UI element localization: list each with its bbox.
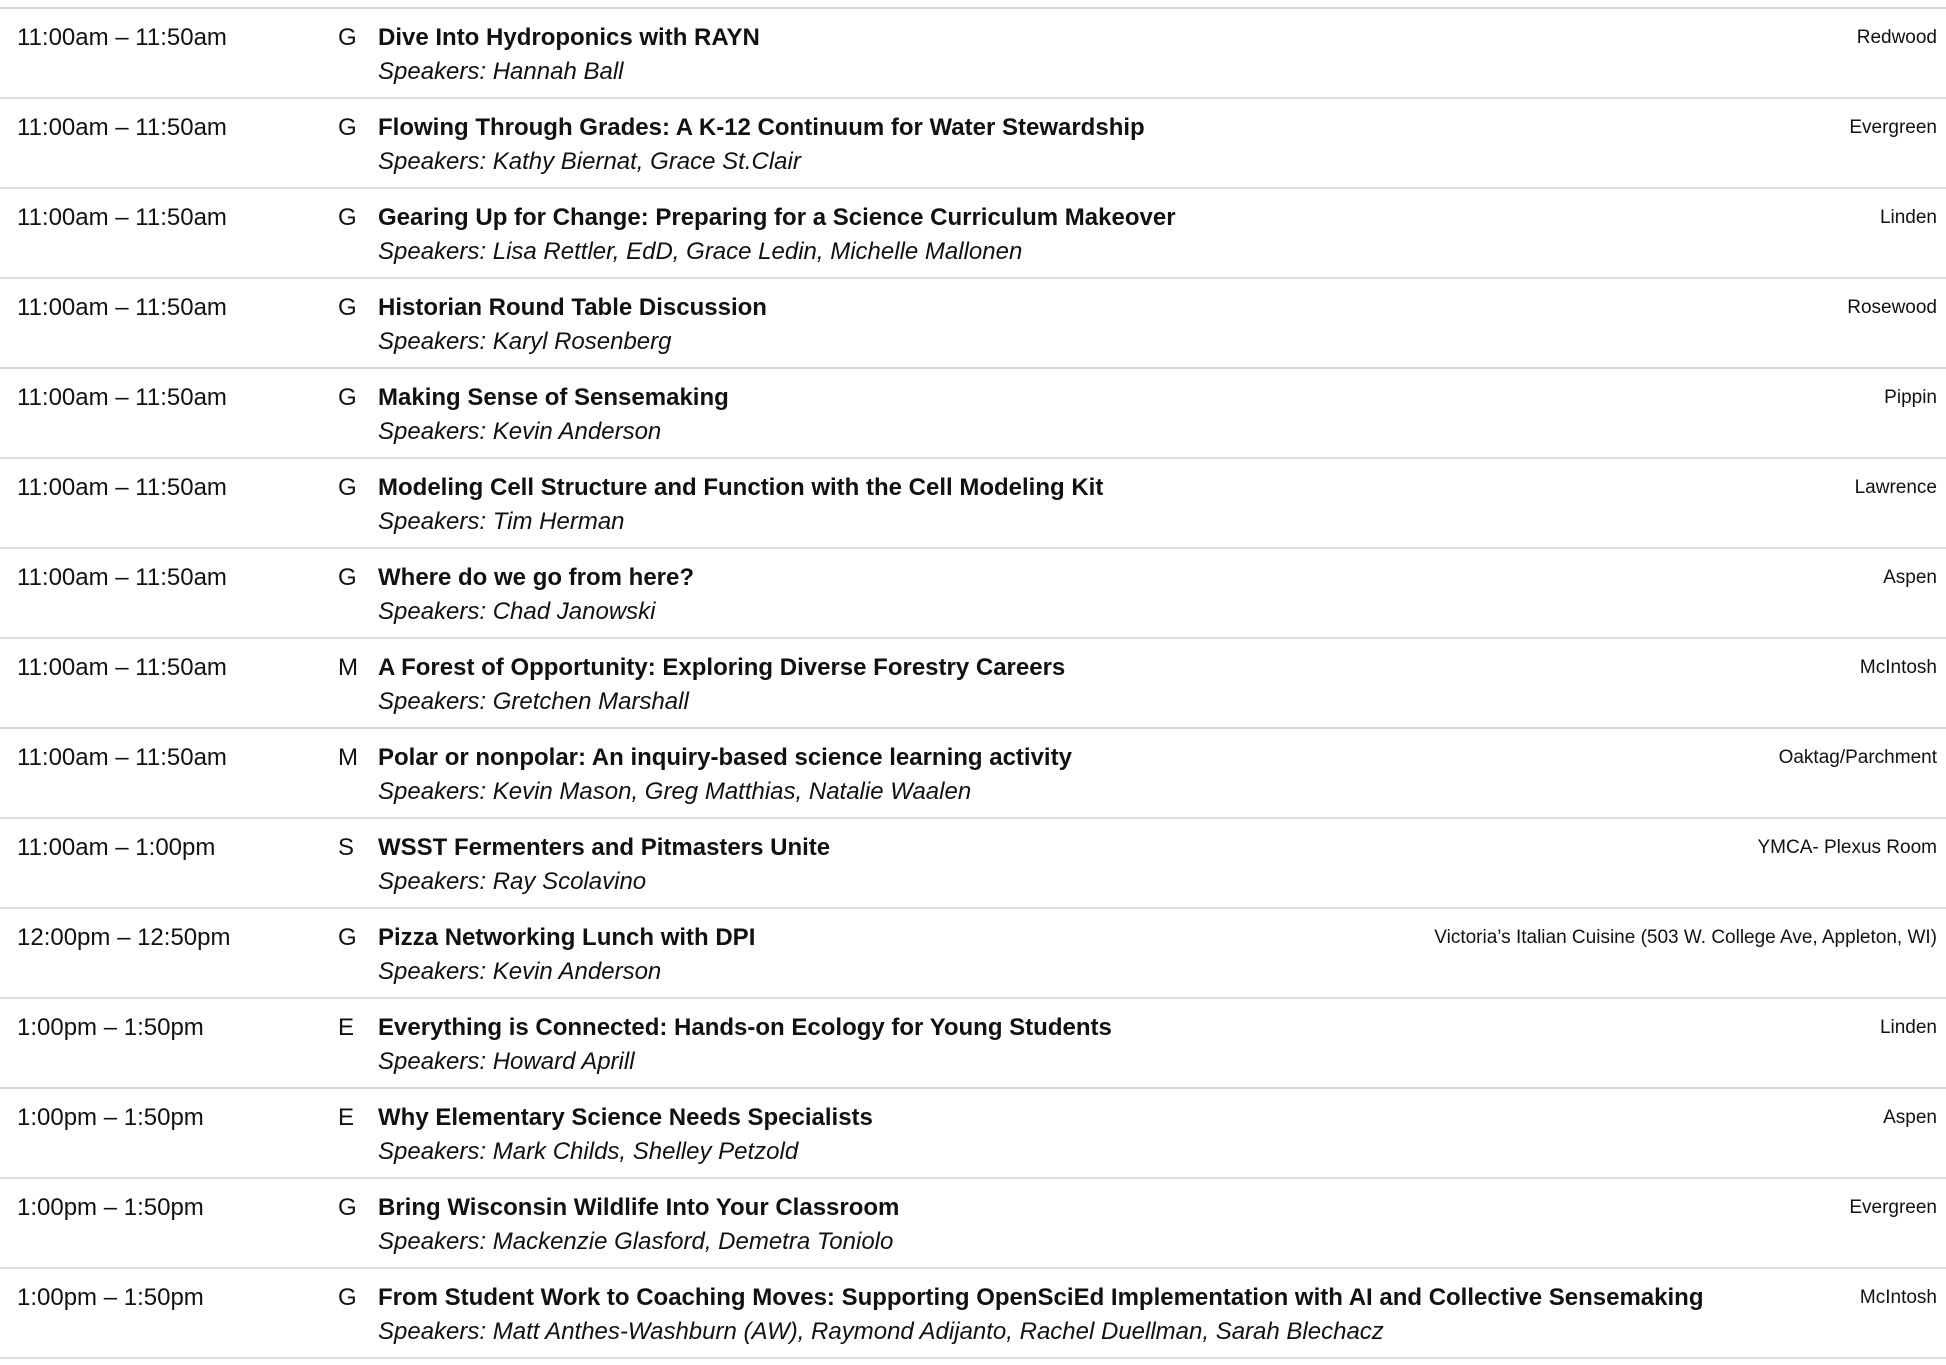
session-room: Linden <box>1879 1017 1937 1038</box>
session-room: Oaktag/Parchment <box>1778 747 1937 768</box>
session-title[interactable]: Everything is Connected: Hands-on Ecology for Young Students <box>378 1014 1112 1041</box>
session-title[interactable]: Bring Wisconsin Wildlife Into Your Classroom <box>378 1194 900 1221</box>
session-track: G <box>338 24 357 51</box>
session-time: 11:00am – 11:50am <box>17 204 227 231</box>
session-title[interactable]: Why Elementary Science Needs Specialists <box>378 1104 873 1131</box>
session-title[interactable]: WSST Fermenters and Pitmasters Unite <box>378 834 831 861</box>
session-room: Redwood <box>1856 27 1937 48</box>
session-track: E <box>338 1014 355 1041</box>
session-room: McIntosh <box>1859 657 1937 678</box>
session-room: Lawrence <box>1854 477 1937 498</box>
session-speakers: Speakers: Tim Herman <box>378 508 625 535</box>
session-row[interactable] <box>0 549 1946 639</box>
session-speakers: Speakers: Karyl Rosenberg <box>378 328 672 355</box>
session-title[interactable]: A Forest of Opportunity: Exploring Diverse Forestry Careers <box>378 654 1066 681</box>
session-track: G <box>338 1194 357 1221</box>
session-speakers: Speakers: Kevin Anderson <box>378 958 662 985</box>
session-room: Aspen <box>1883 567 1937 588</box>
session-speakers: Speakers: Chad Janowski <box>378 598 656 625</box>
session-title[interactable]: Polar or nonpolar: An inquiry-based science learning activity <box>378 744 1072 771</box>
session-track: G <box>338 384 357 411</box>
session-track: G <box>338 204 357 231</box>
session-speakers: Speakers: Howard Aprill <box>378 1048 635 1075</box>
session-time: 1:00pm – 1:50pm <box>17 1104 204 1131</box>
session-speakers: Speakers: Hannah Ball <box>378 58 624 85</box>
session-time: 11:00am – 11:50am <box>17 564 227 591</box>
session-time: 11:00am – 11:50am <box>17 384 227 411</box>
session-time: 11:00am – 11:50am <box>17 114 227 141</box>
session-title[interactable]: Making Sense of Sensemaking <box>378 384 729 411</box>
session-time: 11:00am – 11:50am <box>17 294 227 321</box>
session-room: Evergreen <box>1849 1197 1937 1218</box>
session-time: 1:00pm – 1:50pm <box>17 1014 204 1041</box>
session-room: YMCA- Plexus Room <box>1757 837 1937 858</box>
session-row[interactable] <box>0 99 1946 189</box>
session-time: 11:00am – 11:50am <box>17 654 227 681</box>
session-track: G <box>338 564 357 591</box>
session-track: G <box>338 924 357 951</box>
session-track: G <box>338 114 357 141</box>
session-track: S <box>338 834 355 861</box>
session-row[interactable] <box>0 1179 1946 1269</box>
session-title[interactable]: Dive Into Hydroponics with RAYN <box>378 24 760 51</box>
session-time: 11:00am – 11:50am <box>17 744 227 771</box>
session-room: Linden <box>1879 207 1937 228</box>
session-title[interactable]: Pizza Networking Lunch with DPI <box>378 924 756 951</box>
session-time: 11:00am – 11:50am <box>17 24 227 51</box>
session-row[interactable] <box>0 459 1946 549</box>
session-track: M <box>338 654 358 681</box>
session-speakers: Speakers: Mark Childs, Shelley Petzold <box>378 1138 799 1165</box>
session-row[interactable] <box>0 9 1946 99</box>
session-row[interactable] <box>0 639 1946 729</box>
session-row[interactable] <box>0 909 1946 999</box>
session-row[interactable] <box>0 369 1946 459</box>
session-title[interactable]: Gearing Up for Change: Preparing for a Science Curriculum Makeover <box>378 204 1176 231</box>
session-speakers: Speakers: Gretchen Marshall <box>378 688 689 715</box>
session-title[interactable]: From Student Work to Coaching Moves: Supporting OpenSciEd Implementation with AI and Collective Sensemaking <box>378 1284 1704 1311</box>
session-speakers: Speakers: Kevin Mason, Greg Matthias, Natalie Waalen <box>378 778 972 805</box>
session-speakers: Speakers: Ray Scolavino <box>378 868 647 895</box>
session-row[interactable] <box>0 279 1946 369</box>
session-row[interactable] <box>0 819 1946 909</box>
session-row[interactable] <box>0 999 1946 1089</box>
session-room: Victoria’s Italian Cuisine (503 W. College Ave, Appleton, WI) <box>1434 927 1937 948</box>
session-title[interactable]: Flowing Through Grades: A K-12 Continuum for Water Stewardship <box>378 114 1145 141</box>
session-room: Evergreen <box>1849 117 1937 138</box>
session-row[interactable] <box>0 729 1946 819</box>
session-row[interactable] <box>0 1269 1946 1359</box>
session-time: 1:00pm – 1:50pm <box>17 1284 204 1311</box>
session-time: 11:00am – 1:00pm <box>17 834 216 861</box>
session-schedule <box>0 7 1946 1359</box>
session-speakers: Speakers: Matt Anthes-Washburn (AW), Raymond Adijanto, Rachel Duellman, Sarah Blechacz <box>378 1318 1384 1345</box>
session-title[interactable]: Where do we go from here? <box>378 564 695 591</box>
session-time: 11:00am – 11:50am <box>17 474 227 501</box>
session-track: G <box>338 1284 357 1311</box>
session-title[interactable]: Historian Round Table Discussion <box>378 294 767 321</box>
session-room: Pippin <box>1884 387 1937 408</box>
session-track: G <box>338 474 357 501</box>
session-room: Rosewood <box>1847 297 1937 318</box>
session-speakers: Speakers: Kevin Anderson <box>378 418 662 445</box>
session-speakers: Speakers: Lisa Rettler, EdD, Grace Ledin, Michelle Mallonen <box>378 238 1023 265</box>
session-row[interactable] <box>0 1089 1946 1179</box>
session-title[interactable]: Modeling Cell Structure and Function with the Cell Modeling Kit <box>378 474 1104 501</box>
session-speakers: Speakers: Mackenzie Glasford, Demetra Toniolo <box>378 1228 894 1255</box>
session-track: M <box>338 744 358 771</box>
session-speakers: Speakers: Kathy Biernat, Grace St.Clair <box>378 148 801 175</box>
session-time: 12:00pm – 12:50pm <box>17 924 231 951</box>
session-room: McIntosh <box>1859 1287 1937 1308</box>
session-row[interactable] <box>0 189 1946 279</box>
session-room: Aspen <box>1883 1107 1937 1128</box>
session-time: 1:00pm – 1:50pm <box>17 1194 204 1221</box>
session-track: G <box>338 294 357 321</box>
session-track: E <box>338 1104 355 1131</box>
